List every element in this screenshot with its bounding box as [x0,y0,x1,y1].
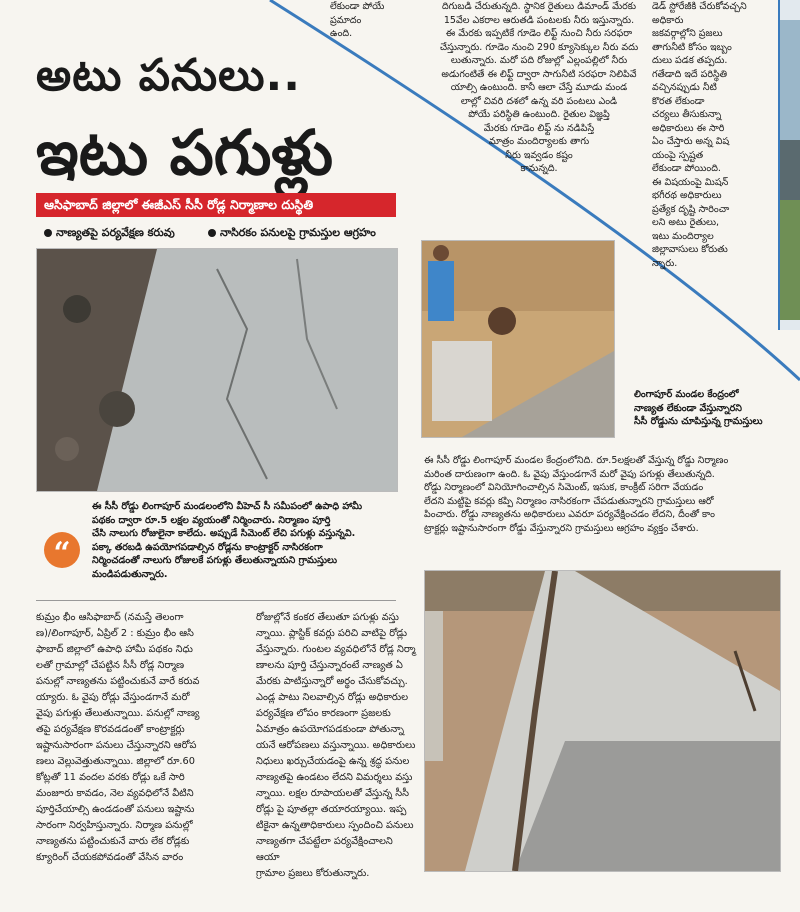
quote-icon: “ [44,532,80,568]
headline-line-1: అటు పనులు.. [36,50,301,101]
subhead-2: నాసిరకం పనులపై గ్రామస్తుల ఆగ్రహం [208,226,376,242]
quote-text: ఈ సీసీ రోడ్డు లింగాపూర్ మండలంలోని వీహెచ్ సీ సమీపంలో ఉపాధి హామీ పథకం ద్వారా రూ.5 లక్షల వ్యయంతో నిర్మించారు. నిర్మాణం పూర్తి చేసి నాలుగు రోజులైనా కాలేదు. అప్పుడే సిమెంట్ లేచి పగుళ్లు వస్తున్నవి. పక్కా తరబడి ఉపయోగపడాల్సిన రోడ్లను కాంట్రాక్టర్ నాసిరకంగా నిర్మించడంతో నాలుగు రోజులకే పగుళ్లు తేలుతున్నాయని గ్రామస్తులు మండిపడుతున్నారు. [92,501,363,580]
top-middle-text: దిగుబడి చేరుతున్నది. స్థానిక రైతులు డిమాండ్ మేరకు 15వేల ఎకరాల ఆరుతడి పంటలకు నీరు ఇస్తున్నారు. ఈ మేరకు ఇప్పటికే గూడెం లిఫ్ట్ నుంచి నీరు సరఫరా చేస్తున్నారు. గూడెం నుంచి 290 క్యూసెక్కుల నీరు వదు లుతున్నారు. మరో పది రోజుల్లో ఎల్లంపల్లిలో నీరు అడుగంటితే ఈ లిఫ్ట్ ద్వారా సాగునీటి సరఫరా నిలిపివే యాల్సి ఉంటుంది. కానీ ఆలా చేస్తే మూడు మండ లాల్లో చివరి దశలో ఉన్న వరి పంటలు ఎండి పోయే పరిస్థితి ఉంటుంది. రైతుల విజ్ఞప్తి మేరకు గూడెం లిఫ్ట్ ను నడిపిస్తే మాత్రం మందిర్యాలకు తాగు నీరు ఇవ్వడం కష్టం కానున్నది. [439,1,639,174]
subhead-1: నాణ్యతపై పర్యవేక్షణ కరువు [44,226,175,242]
headline-line-2: ఇటు పగుళ్లు [36,116,334,189]
right-photo-caption: లింగాపూర్ మండల కేంద్రంలో నాణ్యత లేకుండా వేస్తున్నారని సీసీ రోడ్డును చూపిస్తున్న గ్రామస్తులు [634,389,763,427]
red-banner: ఆసిఫాబాద్ జిల్లాలో ఈజీఎస్ సీసీ రోడ్ల నిర్మాణాల దుస్థితి [36,193,396,217]
bullet-icon [44,229,52,237]
divider [36,600,396,601]
mid-right-caption: ఈ సీసీ రోడ్డు లింగాపూర్ మండల కేంద్రంలోనిది. రూ.5లక్షలతో వేస్తున్న రోడ్డు నిర్మాణం మరింత దారుణంగా ఉంది. ఓ వైపు వేస్తుండగానే మరో వైపు పగుళ్లు తేలుతున్నది. రోడ్డు నిర్మాణంలో వినియోగించాల్సిన సిమెంట్, ఇసుక, కాంక్రీట్ సరిగా వేయడం లేదని మట్టిపై కవర్లు కప్పి నిర్మాణం నాసిరకంగా చేపడుతున్నారని గ్రామస్తులు ఆరో పించారు. రోడ్డు నాణ్యతను అధికారులు ఎవరూ పర్యవేక్షించడం లేదని, దీంతో కాం ట్రాక్టర్లు ఇష్టానుసారంగా రోడ్డు వేస్తున్నారని గ్రామస్తులు ఆగ్రహం వ్యక్తం చేశారు. [424,455,729,534]
road-construction-photo [424,570,781,872]
bullet-icon [208,229,216,237]
body-column-2: రోజుల్లోనే కంకర తేలుతూ పగుళ్లు వస్తు న్నాయి. ప్లాస్టిక్ కవర్లు పరిచి వాటిపై రోడ్లు వేస్తున్నారు. గుంటల వ్యవధిలోనే రోడ్ల నిర్మా ణాలను పూర్తి చేస్తున్నారంటే నాణ్యత ఏ మేరకు పాటిస్తున్నారో అర్థం చేసుకోవచ్చు. ఎండ్ల పాటు నిలవాల్సిన రోడ్లు అధికారుల పర్యవేక్షణ లోపం కారణంగా ప్రజలకు ఏమాత్రం ఉపయోగపడకుండా పోతున్నా యనే ఆరోపణలు వస్తున్నాయి. అధికారులు నిధులు ఖర్చుచేయడంపై ఉన్న శ్రద్ధ పనుల నాణ్యతపై ఉండటం లేదని విమర్శలు వస్తు న్నాయి. లక్షల రూపాయలతో వేస్తున్న సీసీ రోడ్లు పై పూతల్లా తయారయ్యాయి. ఇప్ప టికైనా ఉన్నతాధికారులు స్పందించి పనులు నాణ్యతగా చేపట్టేలా పర్యవేక్షించాలని ఆయా గ్రామాల ప్రజలు కోరుతున్నారు. [256,612,416,879]
villagers-photo [421,240,615,438]
top-right-text: డెడ్ స్టోరేజీకి చేరుకోవచ్చని అధికారు జకవర్గాల్లోని ప్రజలు తాగునీటి కోసం ఇబ్బం దులు పడక తప్పదు. గతేడాది ఇదే పరిస్థితి వచ్చినప్పుడు నీటి కొరత లేకుండా చర్యలు తీసుకున్నా అధికారులు ఈ సారి ఏం చేస్తారు అన్న విష యంపై స్పష్టత లేకుండా పోయింది. ఈ విషయంపై మిషన్ భగీరథ అధికారులు ప్రత్యేక దృష్టి సారించా లని అటు రైతులు, ఇటు మందిర్యాల జిల్లావాసులు కోరుతు న్నారు. [652,1,747,269]
cracked-road-photo [36,248,398,492]
top-left-snippet: లేకుండా పోయే ప్రమాదం ఉంది. [330,1,385,39]
body-column-1: కుమ్రం భీం ఆసిఫాబాద్ (నమస్తే తెలంగా ణ)/లింగాపూర్, ఏప్రిల్ 2 : కుమ్రం భీం ఆసి ఫాబాద్ జిల్లాలో ఉపాధి హామీ పథకం నిధు లతో గ్రామాల్లో చేపట్టిన సీసీ రోడ్ల నిర్మాణ పనుల్లో నాణ్యతను పట్టించుకునే వారే కరువ య్యారు. ఓ వైపు రోడ్లు వేస్తుండగానే మరో వైపు పగుళ్లు తేలుతున్నాయి. పనుల్లో నాణ్య తపై పర్యవేక్షణ కొరవడడంతో కాంట్రాక్టర్లు ఇష్టానుసారంగా పనులు చేస్తున్నారని ఆరోప ణలు వెల్లువెత్తుతున్నాయి. జిల్లాలో రూ.60 కోట్లతో 11 వందల వరకు రోడ్లు ఒకే సారి మంజూరు కావడం, నెల వ్యవధిలోనే వీటిని పూర్తిచేయాల్సి ఉండడంతో పనులు ఇష్టాను సారంగా నిర్వహిస్తున్నారు. నిర్మాణ పనుల్లో నాణ్యతను పట్టించుకునే వారు లేక రోడ్లకు క్యూరింగ్ చేయకపోవడంతో వేసిన వారం [36,612,200,863]
